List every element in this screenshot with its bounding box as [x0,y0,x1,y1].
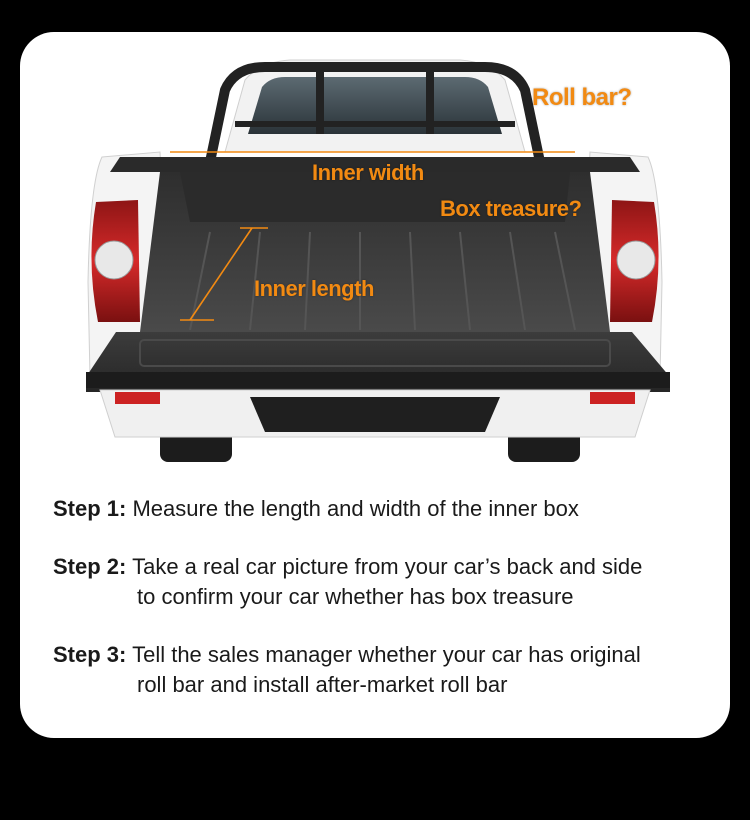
roll-bar-label: Roll bar? [532,84,632,111]
inner-width-label: Inner width [312,160,424,185]
step-2 [53,552,723,612]
box-treasure-label: Box treasure? [440,196,582,221]
step-1-text: Measure the length and width of the inner box [132,496,579,521]
steps-list [53,494,723,728]
step-1-label: Step 1: [53,496,127,521]
step-3-continuation: roll bar and install after-market roll bar [137,672,508,697]
step-3 [53,640,723,700]
step-2-label: Step 2: [53,554,127,579]
step-1 [53,494,723,524]
info-card [20,32,730,738]
step-3-text: Tell the sales manager whether your car has original [132,642,641,667]
truck-bed-photo [20,32,730,472]
step-2-text: Take a real car picture from your car’s back and side [132,554,643,579]
inner-length-label: Inner length [254,276,374,301]
step-2-continuation: to confirm your car whether has box treasure [137,584,574,609]
step-3-label: Step 3: [53,642,127,667]
